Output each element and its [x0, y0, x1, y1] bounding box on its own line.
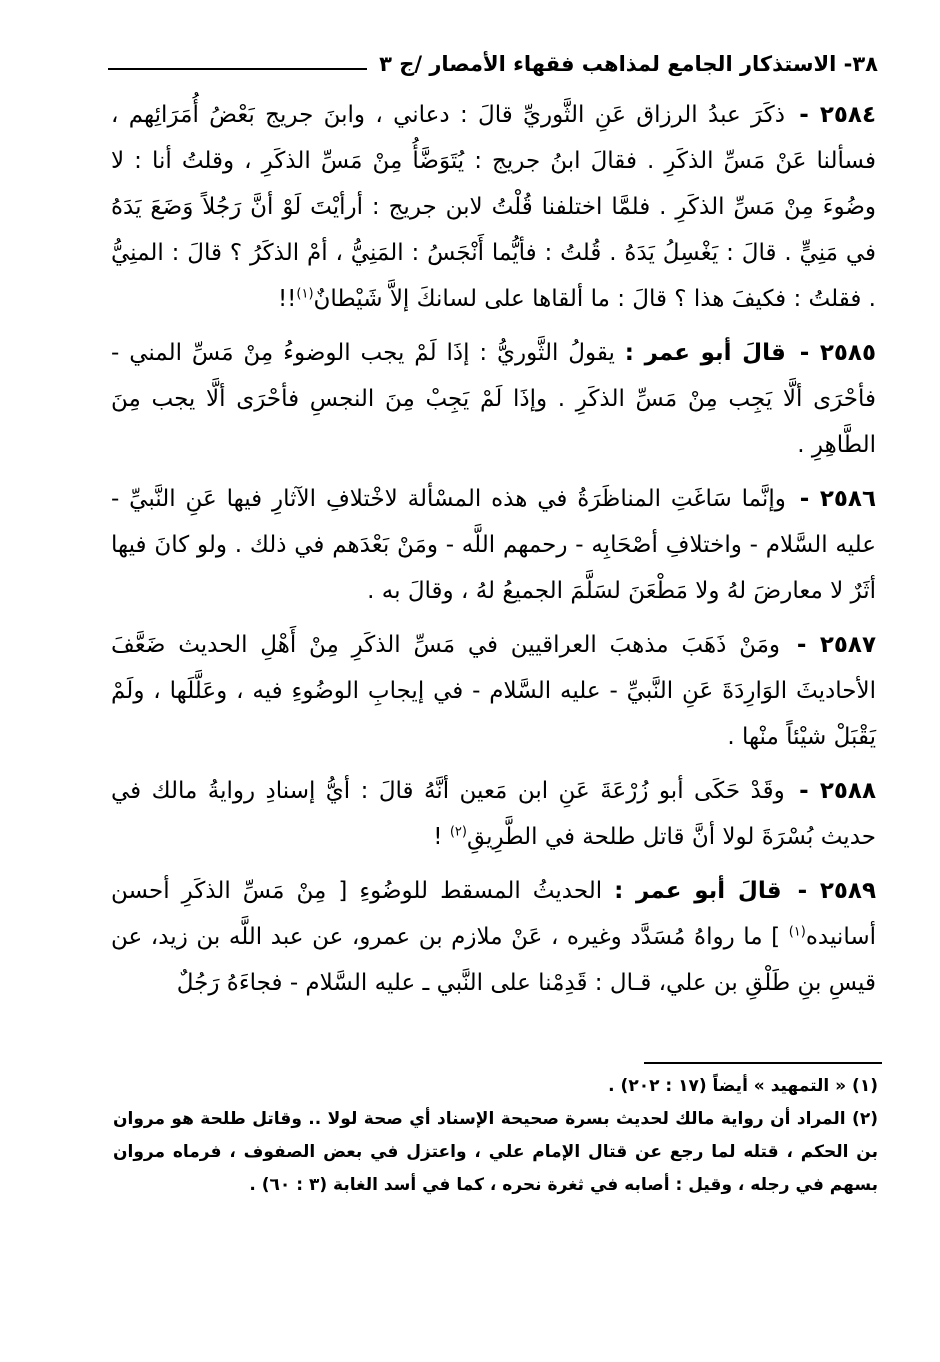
- paragraph-2589: [111, 868, 876, 1006]
- footnotes: [113, 1070, 878, 1202]
- footnote-ref: (٢): [449, 824, 467, 840]
- footnote-ref: (١): [788, 924, 806, 940]
- paragraph-text: الحديثُ المسقط للوضُوءِ [ مِنْ مَسِّ الذكَرِ أحسن أسانيده: [111, 878, 876, 950]
- header-rule: [108, 68, 367, 70]
- footnote-2: (٢) المراد أن رواية مالك لحديث بسرة صحيحة الإسناد أي صحة لولا .. وقاتل طلحة هو مروان بن الحكم ، قتله لما رجع عن قتال الإمام علي ، واعتزل في بعض الصفوف ، فرماه مروان بسهم في رجله ، وقيل : أصابه في ثغرة نحره ، كما في أسد الغابة (٣ : ٦٠) .: [113, 1109, 878, 1195]
- paragraph-number: ٢٥٨٩ -: [797, 878, 876, 904]
- footnote-1: (١) « التمهيد » أيضاً (١٧ : ٢٠٢) .: [608, 1076, 878, 1096]
- paragraph-number: ٢٥٨٦ -: [799, 486, 876, 512]
- paragraph-tail: ] ما رواهُ مُسَدَّد وغيره ، عَنْ ملازم بن عمرو، عن عبد اللَّه بن زيد، عن قيسِ بنِ طَلْقِ بن علي، قـال : قَدِمْنا على النَّبي ـ عليه السَّلام - فجاءَهُ رَجُلٌ: [111, 924, 876, 996]
- paragraph-text: يقولُ الثَّوريُّ : إذَا لَمْ يجب الوضوءُ مِنْ مَسِّ المني - فأحْرَى ألَّا يَجِب مِنْ مَسِّ الذكَرِ . وإذَا لَمْ يَجِبْ مِنَ النجسِ فأحْرَى ألَّا يجب مِنَ الطَّاهِرِ .: [111, 340, 876, 458]
- paragraph-2588: [111, 768, 876, 860]
- paragraph-text: ومَنْ ذَهَبَ مذهبَ العراقيين في مَسِّ الذكَرِ مِنْ أَهْلِ الحديث ضَعَّفَ الأحاديثَ الوَارِدَةَ عَنِ النَّبيِّ - عليه السَّلام - في إيجابِ الوضُوءِ فيه ، وعَلَّلَها ، ولَمْ يَقْبَلْ شيْئاً منْها .: [111, 632, 876, 750]
- header-title: ٣٨- الاستذكار الجامع لمذاهب فقهاء الأمصار /ج ٣: [379, 52, 878, 76]
- running-header: [108, 40, 878, 76]
- paragraph-number: ٢٥٨٤ -: [799, 102, 876, 128]
- paragraph-2585: [111, 330, 876, 468]
- paragraph-tail: !!: [277, 286, 297, 312]
- paragraph-2587: [111, 622, 876, 760]
- paragraph-lead: قالَ أبو عمر :: [624, 340, 786, 366]
- paragraph-tail: !: [433, 824, 443, 850]
- footnote-ref: (١): [296, 286, 314, 302]
- paragraph-2584: [111, 92, 876, 322]
- paragraph-text: وقَدْ حَكَى أبو زُرْعَةَ عَنِ ابن مَعين أنَّهُ قالَ : أيُّ إسنادِ روايةُ مالك في حديث بُسْرَةَ لولا أنَّ قاتل طلحة في الطَّرِيقِ: [111, 778, 876, 850]
- paragraph-number: ٢٥٨٥ -: [799, 340, 876, 366]
- paragraph-lead: قالَ أبو عمر :: [614, 878, 782, 904]
- paragraph-number: ٢٥٨٧ -: [796, 632, 876, 658]
- paragraph-2586: [111, 476, 876, 614]
- main-text: [111, 92, 876, 1014]
- paragraph-text: ذكَرَ عبدُ الرزاق عَنِ الثَّوريِّ قالَ : دعاني ، وابنَ جريج بَعْضُ أُمَرَائِهم ، فسألنا عَنْ مَسِّ الذكَرِ . فقالَ ابنُ جريج : يُتَوَضَّأُ مِنْ مَسِّ الذكَرِ ، وقلتُ أنا : لا وضُوءَ مِنْ مَسِّ الذكَرِ . فلمَّا اختلفنا قُلْتُ لابن جريج : أرأيْتَ لَوْ أنَّ رَجُلاً وَضَعَ يَدَهُ في مَنِيٍّ . قالَ : يَغْسِلُ يَدَهُ . قُلتُ : فأيُّما أَنْجَسُ : المَنِيُّ ، أمْ الذكَرُ ؟ قالَ : المنِيُّ . فقلتُ : فكيفَ هذا ؟ قالَ : ما ألقاها على لسانكَ إلاَّ شَيْطانٌ: [111, 102, 876, 312]
- paragraph-number: ٢٥٨٨ -: [799, 778, 876, 804]
- footnote-separator: [644, 1062, 882, 1064]
- paragraph-text: وإنَّما سَاغَتِ المناظَرَةُ في هذه المسْألة لاخْتلافِ الآثارِ فيها عَنِ النَّبيِّ - عليه السَّلام - واختلافِ أصْحَابِه - رحمهم اللَّه - ومَنْ بَعْدَهم في ذلك . ولو كانَ فيها أثَرٌ لا معارضَ لهُ ولا مَطْعَنَ لسَلَّمَ الجميعُ لهُ ، وقالَ به .: [111, 486, 876, 604]
